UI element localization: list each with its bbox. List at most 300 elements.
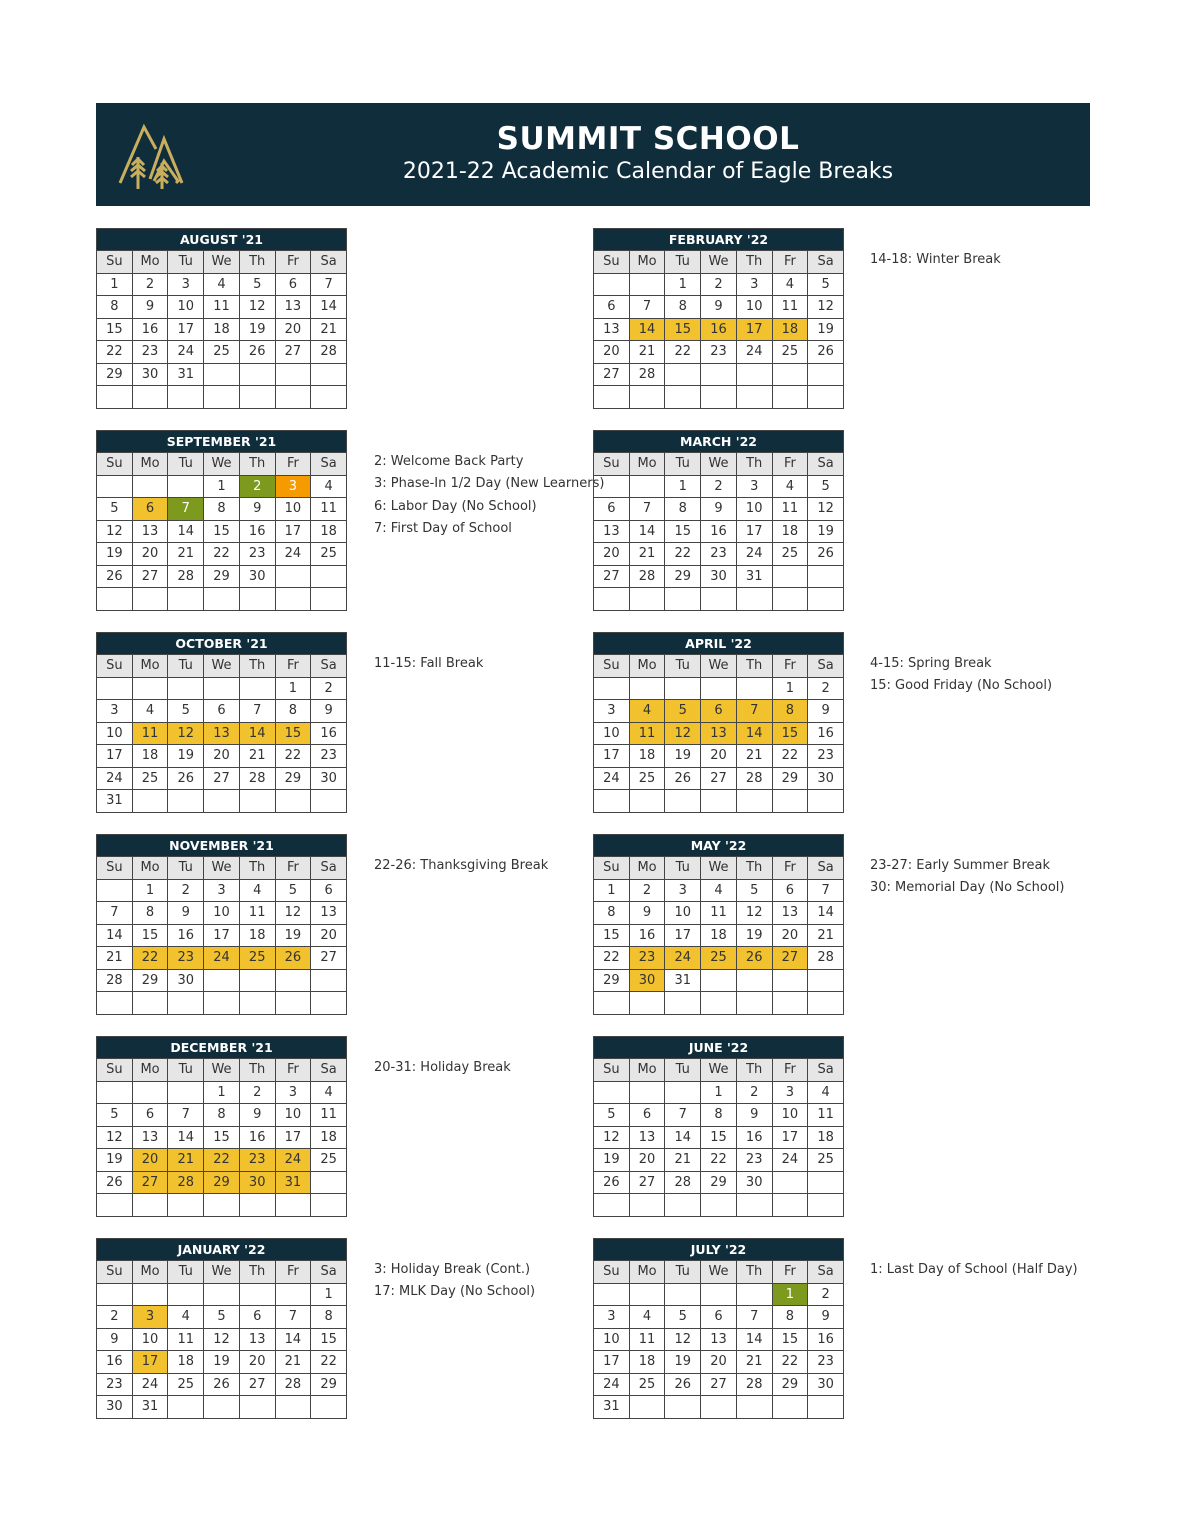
day-cell: 19 (665, 745, 701, 768)
day-cell: 23 (701, 341, 737, 364)
day-cell: 15 (204, 1126, 240, 1149)
week-row (594, 1283, 844, 1306)
day-cell: 10 (275, 498, 311, 521)
empty-cell (665, 790, 701, 813)
empty-cell (665, 1283, 701, 1306)
empty-cell (204, 790, 240, 813)
empty-cell (132, 992, 168, 1015)
day-cell: 2 (629, 879, 665, 902)
weekday-header: Su (97, 1261, 133, 1284)
week-row (594, 1306, 844, 1329)
day-cell: 5 (168, 700, 204, 723)
day-cell: 21 (808, 924, 844, 947)
month-title: AUGUST '21 (97, 229, 347, 251)
month-title: FEBRUARY '22 (594, 229, 844, 251)
weekday-header: Th (239, 251, 275, 274)
day-cell: 30 (808, 1373, 844, 1396)
empty-cell (629, 677, 665, 700)
weekday-header: Th (239, 1261, 275, 1284)
day-cell: 25 (701, 947, 737, 970)
weekday-header: Fr (772, 857, 808, 880)
day-cell: 14 (736, 722, 772, 745)
day-cell: 2 (311, 677, 347, 700)
day-cell: 26 (736, 947, 772, 970)
day-cell: 19 (168, 745, 204, 768)
week-row (594, 947, 844, 970)
week-row (97, 924, 347, 947)
empty-cell (736, 790, 772, 813)
empty-cell (665, 588, 701, 611)
month-title: JUNE '22 (594, 1037, 844, 1059)
day-cell: 9 (239, 1104, 275, 1127)
day-cell: 24 (594, 1373, 630, 1396)
day-cell: 25 (311, 1149, 347, 1172)
day-cell: 6 (132, 1104, 168, 1127)
weekday-header: Fr (772, 1261, 808, 1284)
note-item: 11-15: Fall Break (374, 656, 484, 671)
weekday-header: We (701, 1059, 737, 1082)
day-cell: 29 (594, 969, 630, 992)
day-cell: 24 (594, 767, 630, 790)
day-cell: 22 (772, 1351, 808, 1374)
empty-cell (772, 992, 808, 1015)
empty-cell (665, 1194, 701, 1217)
day-cell: 12 (808, 296, 844, 319)
day-cell: 27 (132, 1171, 168, 1194)
day-cell: 24 (168, 341, 204, 364)
month-calendar (96, 430, 347, 611)
weekday-header: We (204, 251, 240, 274)
day-cell: 30 (808, 767, 844, 790)
day-cell: 20 (132, 543, 168, 566)
month-title: SEPTEMBER '21 (97, 431, 347, 453)
empty-cell (629, 992, 665, 1015)
day-cell: 27 (275, 341, 311, 364)
week-row (594, 1396, 844, 1419)
day-cell: 25 (168, 1373, 204, 1396)
empty-cell (594, 677, 630, 700)
weekday-header: Tu (168, 857, 204, 880)
day-cell: 20 (594, 341, 630, 364)
day-cell: 10 (736, 498, 772, 521)
empty-cell (772, 1171, 808, 1194)
day-cell: 9 (701, 296, 737, 319)
month-title: DECEMBER '21 (97, 1037, 347, 1059)
note-item: 20-31: Holiday Break (374, 1060, 511, 1075)
day-cell: 4 (311, 1081, 347, 1104)
week-row (594, 767, 844, 790)
day-cell: 26 (239, 341, 275, 364)
day-cell: 19 (204, 1351, 240, 1374)
day-cell: 18 (808, 1126, 844, 1149)
day-cell: 3 (772, 1081, 808, 1104)
month-calendar (593, 430, 844, 611)
empty-cell (168, 1396, 204, 1419)
day-cell: 22 (772, 745, 808, 768)
empty-cell (665, 992, 701, 1015)
weekday-header: Fr (275, 857, 311, 880)
day-cell: 10 (736, 296, 772, 319)
day-cell: 11 (772, 296, 808, 319)
week-row (594, 520, 844, 543)
weekday-header: Mo (629, 857, 665, 880)
weekday-header: Tu (168, 1059, 204, 1082)
month-title: MARCH '22 (594, 431, 844, 453)
week-row (97, 1396, 347, 1419)
day-cell: 27 (311, 947, 347, 970)
weekday-header: Tu (168, 1261, 204, 1284)
day-cell: 18 (629, 745, 665, 768)
day-cell: 21 (239, 745, 275, 768)
empty-cell (204, 588, 240, 611)
empty-cell (808, 969, 844, 992)
day-cell: 20 (239, 1351, 275, 1374)
day-cell: 8 (701, 1104, 737, 1127)
day-cell: 5 (97, 1104, 133, 1127)
day-cell: 4 (168, 1306, 204, 1329)
week-row (594, 498, 844, 521)
day-cell: 28 (629, 565, 665, 588)
day-cell: 6 (629, 1104, 665, 1127)
day-cell: 13 (132, 520, 168, 543)
day-cell: 21 (629, 341, 665, 364)
day-cell: 10 (168, 296, 204, 319)
weekday-header: Su (594, 453, 630, 476)
weekday-header: Th (736, 655, 772, 678)
weekday-header: Su (594, 857, 630, 880)
day-cell: 13 (132, 1126, 168, 1149)
day-cell: 28 (311, 341, 347, 364)
empty-cell (629, 790, 665, 813)
day-cell: 3 (594, 1306, 630, 1329)
day-cell: 15 (132, 924, 168, 947)
empty-cell (701, 1194, 737, 1217)
month-notes (374, 653, 483, 675)
weekday-header: We (204, 655, 240, 678)
empty-cell (736, 1396, 772, 1419)
day-cell: 29 (132, 969, 168, 992)
week-row (594, 565, 844, 588)
day-cell: 16 (629, 924, 665, 947)
day-cell: 6 (594, 296, 630, 319)
month-title: JULY '22 (594, 1239, 844, 1261)
weekday-header: Th (736, 857, 772, 880)
day-cell: 12 (97, 1126, 133, 1149)
weekday-header: Sa (808, 1059, 844, 1082)
empty-cell (808, 386, 844, 409)
month-calendar (593, 834, 844, 1015)
empty-cell (629, 386, 665, 409)
empty-cell (736, 992, 772, 1015)
day-cell: 2 (808, 1283, 844, 1306)
week-row (594, 1149, 844, 1172)
day-cell: 11 (701, 902, 737, 925)
weekday-header: Fr (772, 251, 808, 274)
week-row (594, 700, 844, 723)
empty-cell (132, 1081, 168, 1104)
month-notes (374, 451, 604, 541)
day-cell: 4 (772, 475, 808, 498)
day-cell: 7 (311, 273, 347, 296)
day-cell: 2 (97, 1306, 133, 1329)
week-row (594, 588, 844, 611)
day-cell: 17 (275, 520, 311, 543)
day-cell: 30 (701, 565, 737, 588)
day-cell: 22 (594, 947, 630, 970)
empty-cell (132, 790, 168, 813)
empty-cell (239, 969, 275, 992)
week-row (594, 363, 844, 386)
day-cell: 15 (275, 722, 311, 745)
month-notes (374, 855, 548, 877)
day-cell: 21 (275, 1351, 311, 1374)
empty-cell (701, 790, 737, 813)
day-cell: 20 (701, 1351, 737, 1374)
empty-cell (239, 363, 275, 386)
day-cell: 9 (132, 296, 168, 319)
day-cell: 16 (239, 520, 275, 543)
day-cell: 10 (275, 1104, 311, 1127)
weekday-header: Mo (629, 251, 665, 274)
day-cell: 6 (204, 700, 240, 723)
day-cell: 14 (629, 520, 665, 543)
week-row (97, 565, 347, 588)
week-row (594, 475, 844, 498)
note-item: 6: Labor Day (No School) (374, 498, 537, 514)
day-cell: 8 (665, 296, 701, 319)
weekday-header: Sa (808, 655, 844, 678)
week-row (594, 902, 844, 925)
day-cell: 27 (594, 363, 630, 386)
empty-cell (311, 790, 347, 813)
day-cell: 23 (239, 543, 275, 566)
day-cell: 3 (736, 475, 772, 498)
day-cell: 5 (275, 879, 311, 902)
day-cell: 17 (132, 1351, 168, 1374)
empty-cell (808, 1194, 844, 1217)
empty-cell (772, 588, 808, 611)
empty-cell (701, 386, 737, 409)
day-cell: 1 (275, 677, 311, 700)
note-item: 2: Welcome Back Party (374, 454, 524, 469)
empty-cell (132, 386, 168, 409)
day-cell: 9 (168, 902, 204, 925)
week-row (594, 992, 844, 1015)
empty-cell (772, 565, 808, 588)
day-cell: 8 (594, 902, 630, 925)
day-cell: 19 (808, 520, 844, 543)
empty-cell (275, 1396, 311, 1419)
day-cell: 29 (772, 767, 808, 790)
day-cell: 10 (204, 902, 240, 925)
empty-cell (701, 1283, 737, 1306)
week-row (97, 296, 347, 319)
day-cell: 4 (629, 1306, 665, 1329)
day-cell: 6 (594, 498, 630, 521)
empty-cell (275, 363, 311, 386)
week-row (594, 924, 844, 947)
weekday-header: Su (594, 251, 630, 274)
empty-cell (239, 386, 275, 409)
day-cell: 16 (239, 1126, 275, 1149)
weekday-header: Su (97, 857, 133, 880)
day-cell: 18 (204, 318, 240, 341)
day-cell: 3 (97, 700, 133, 723)
day-cell: 25 (629, 1373, 665, 1396)
day-cell: 11 (629, 1328, 665, 1351)
empty-cell (311, 1396, 347, 1419)
week-row (97, 969, 347, 992)
empty-cell (594, 475, 630, 498)
day-cell: 10 (132, 1328, 168, 1351)
weekday-header: Mo (629, 453, 665, 476)
day-cell: 29 (772, 1373, 808, 1396)
empty-cell (239, 588, 275, 611)
week-row (97, 1081, 347, 1104)
day-cell: 23 (97, 1373, 133, 1396)
day-cell: 27 (701, 767, 737, 790)
note-item: 1: Last Day of School (Half Day) (870, 1262, 1078, 1277)
weekday-header: We (701, 1261, 737, 1284)
empty-cell (772, 969, 808, 992)
empty-cell (275, 565, 311, 588)
weekday-header: Tu (168, 251, 204, 274)
day-cell: 7 (665, 1104, 701, 1127)
day-cell: 6 (275, 273, 311, 296)
day-cell: 15 (204, 520, 240, 543)
empty-cell (701, 1396, 737, 1419)
day-cell: 28 (97, 969, 133, 992)
note-item: 30: Memorial Day (No School) (870, 880, 1065, 896)
day-cell: 23 (629, 947, 665, 970)
note-item: 15: Good Friday (No School) (870, 678, 1053, 694)
day-cell: 16 (736, 1126, 772, 1149)
month-calendar (96, 834, 347, 1015)
month-calendar (593, 632, 844, 813)
day-cell: 7 (168, 498, 204, 521)
header-banner (96, 103, 1090, 206)
day-cell: 20 (132, 1149, 168, 1172)
day-cell: 29 (701, 1171, 737, 1194)
weekday-header: Mo (132, 251, 168, 274)
day-cell: 8 (204, 1104, 240, 1127)
empty-cell (168, 790, 204, 813)
empty-cell (629, 1194, 665, 1217)
day-cell: 14 (808, 902, 844, 925)
day-cell: 1 (701, 1081, 737, 1104)
empty-cell (168, 677, 204, 700)
day-cell: 31 (275, 1171, 311, 1194)
day-cell: 6 (132, 498, 168, 521)
day-cell: 22 (665, 341, 701, 364)
empty-cell (132, 588, 168, 611)
week-row (594, 273, 844, 296)
day-cell: 4 (701, 879, 737, 902)
week-row (97, 1171, 347, 1194)
empty-cell (204, 992, 240, 1015)
empty-cell (239, 1283, 275, 1306)
day-cell: 30 (168, 969, 204, 992)
day-cell: 28 (665, 1171, 701, 1194)
day-cell: 4 (239, 879, 275, 902)
empty-cell (629, 1283, 665, 1306)
empty-cell (97, 588, 133, 611)
weekday-header: We (701, 453, 737, 476)
day-cell: 24 (275, 543, 311, 566)
weekday-header: We (701, 857, 737, 880)
empty-cell (772, 363, 808, 386)
page-title: SUMMIT SCHOOL (496, 121, 800, 157)
day-cell: 11 (168, 1328, 204, 1351)
week-row (594, 879, 844, 902)
weekday-header: Mo (629, 1261, 665, 1284)
day-cell: 23 (808, 1351, 844, 1374)
empty-cell (204, 363, 240, 386)
note-item: 14-18: Winter Break (870, 252, 1001, 267)
week-row (97, 677, 347, 700)
month-calendar (593, 1238, 844, 1419)
empty-cell (97, 1194, 133, 1217)
day-cell: 14 (239, 722, 275, 745)
weekday-header: Th (239, 655, 275, 678)
day-cell: 23 (168, 947, 204, 970)
empty-cell (239, 1396, 275, 1419)
day-cell: 5 (204, 1306, 240, 1329)
day-cell: 1 (132, 879, 168, 902)
month-calendar (96, 1238, 347, 1419)
day-cell: 8 (665, 498, 701, 521)
empty-cell (168, 475, 204, 498)
day-cell: 3 (168, 273, 204, 296)
day-cell: 22 (97, 341, 133, 364)
day-cell: 5 (665, 700, 701, 723)
empty-cell (275, 588, 311, 611)
empty-cell (168, 386, 204, 409)
weekday-header: Su (97, 655, 133, 678)
empty-cell (808, 992, 844, 1015)
day-cell: 26 (665, 767, 701, 790)
day-cell: 1 (311, 1283, 347, 1306)
day-cell: 11 (629, 722, 665, 745)
day-cell: 18 (311, 1126, 347, 1149)
weekday-header: Fr (275, 453, 311, 476)
day-cell: 27 (239, 1373, 275, 1396)
week-row (97, 1149, 347, 1172)
day-cell: 13 (594, 318, 630, 341)
weekday-header: Fr (275, 1261, 311, 1284)
week-row (594, 1104, 844, 1127)
day-cell: 17 (736, 318, 772, 341)
day-cell: 8 (772, 700, 808, 723)
week-row (594, 1126, 844, 1149)
day-cell: 2 (168, 879, 204, 902)
day-cell: 17 (594, 745, 630, 768)
day-cell: 16 (97, 1351, 133, 1374)
day-cell: 12 (275, 902, 311, 925)
empty-cell (736, 1283, 772, 1306)
week-row (97, 520, 347, 543)
day-cell: 7 (239, 700, 275, 723)
day-cell: 12 (168, 722, 204, 745)
month-calendar (96, 228, 347, 409)
weekday-header: Th (239, 857, 275, 880)
day-cell: 24 (275, 1149, 311, 1172)
weekday-header: Fr (275, 655, 311, 678)
day-cell: 20 (311, 924, 347, 947)
day-cell: 15 (772, 722, 808, 745)
day-cell: 24 (97, 767, 133, 790)
day-cell: 16 (311, 722, 347, 745)
